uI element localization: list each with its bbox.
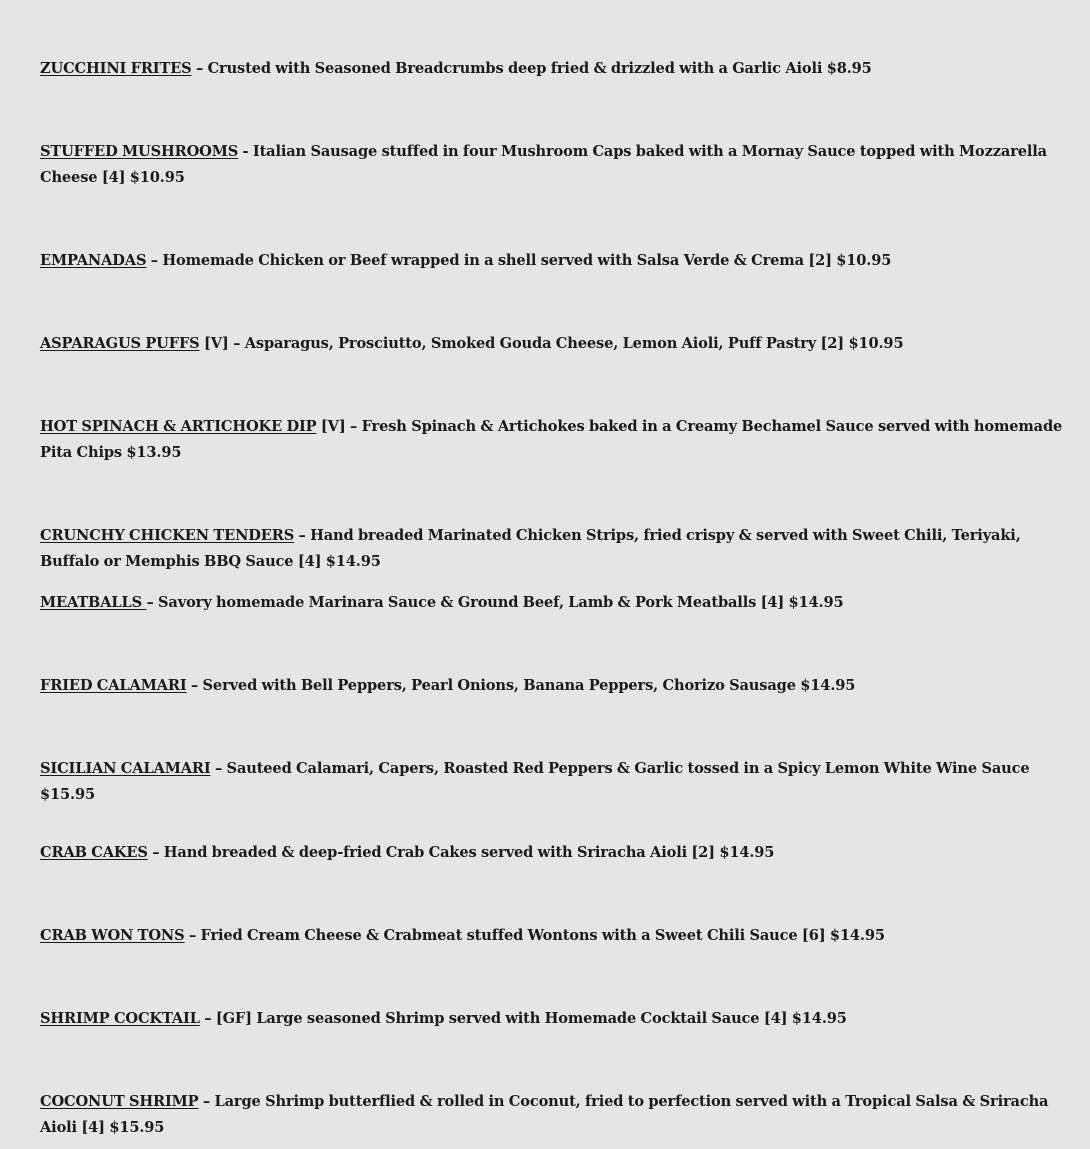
menu-item-description: – Hand breaded Marinated Chicken Strips, fried crispy & served with Sweet Chili, Teriyaki, Buffalo or Memphis BBQ Sauce [4] $14.95 (40, 527, 1021, 570)
menu-item-name-link[interactable]: CRUNCHY CHICKEN TENDERS (40, 527, 295, 544)
menu-item-description: - Italian Sausage stuffed in four Mushroom Caps baked with a Mornay Sauce topped with Mozzarella Cheese [4] $10.95 (40, 143, 1047, 186)
menu-item-name-link[interactable]: HOT SPINACH & ARTICHOKE DIP (40, 418, 317, 435)
menu-item-name-link[interactable]: EMPANADAS (40, 252, 147, 269)
menu-item-name-link[interactable]: FRIED CALAMARI (40, 677, 187, 694)
menu-item (40, 331, 1070, 357)
menu-item (40, 923, 1070, 949)
menu-item-description: – Hand breaded & deep-fried Crab Cakes served with Sriracha Aioli [2] $14.95 (147, 844, 775, 861)
menu-item (40, 673, 1070, 699)
menu-item (40, 139, 1070, 191)
menu-item-description: – Savory homemade Marinara Sauce & Ground Beef, Lamb & Pork Meatballs [4] $14.95 (146, 594, 844, 611)
menu-item-name-link[interactable]: COCONUT SHRIMP (40, 1093, 199, 1110)
menu-item (40, 590, 1070, 616)
menu-item (40, 840, 1070, 866)
menu-item-description: – Served with Bell Peppers, Pearl Onions, Banana Peppers, Chorizo Sausage $14.95 (186, 677, 856, 694)
menu-item-description: – Sauteed Calamari, Capers, Roasted Red Peppers & Garlic tossed in a Spicy Lemon White Wine Sauce $15.95 (40, 760, 1030, 803)
menu-item (40, 414, 1070, 466)
menu-item-description: – Fried Cream Cheese & Crabmeat stuffed Wontons with a Sweet Chili Sauce [6] $14.95 (184, 927, 885, 944)
menu-item-description: – [GF] Large seasoned Shrimp served with Homemade Cocktail Sauce [4] $14.95 (199, 1010, 847, 1027)
menu-item-name-link[interactable]: ZUCCHINI FRITES (40, 60, 192, 77)
menu-item (40, 1089, 1070, 1141)
menu-item (40, 248, 1070, 274)
menu-item (40, 56, 1070, 82)
menu-item-name-link[interactable]: CRAB CAKES (40, 844, 148, 861)
menu-item-name-link[interactable]: STUFFED MUSHROOMS (40, 143, 239, 160)
menu-item-description: [V] – Fresh Spinach & Artichokes baked in a Creamy Bechamel Sauce served with homemade Pita Chips $13.95 (40, 418, 1063, 461)
menu-item (40, 523, 1070, 575)
menu-item-name-link[interactable]: ASPARAGUS PUFFS (40, 335, 200, 352)
menu-item (40, 756, 1070, 808)
menu-item-description: [V] – Asparagus, Prosciutto, Smoked Gouda Cheese, Lemon Aioli, Puff Pastry [2] $10.95 (199, 335, 904, 352)
menu-item-description: – Crusted with Seasoned Breadcrumbs deep fried & drizzled with a Garlic Aioli $8.95 (191, 60, 872, 77)
menu-item-name-link[interactable]: MEATBALLS (40, 594, 147, 611)
menu-item-name-link[interactable]: SICILIAN CALAMARI (40, 760, 211, 777)
menu-item (40, 1006, 1070, 1032)
menu-item-description: – Large Shrimp butterflied & rolled in Coconut, fried to perfection served with a Tropical Salsa & Sriracha Aioli [4] $15.95 (40, 1093, 1049, 1136)
menu-item-name-link[interactable]: CRAB WON TONS (40, 927, 185, 944)
menu-item-description: – Homemade Chicken or Beef wrapped in a shell served with Salsa Verde & Crema [2] $10.95 (146, 252, 892, 269)
menu-item-name-link[interactable]: SHRIMP COCKTAIL (40, 1010, 200, 1027)
